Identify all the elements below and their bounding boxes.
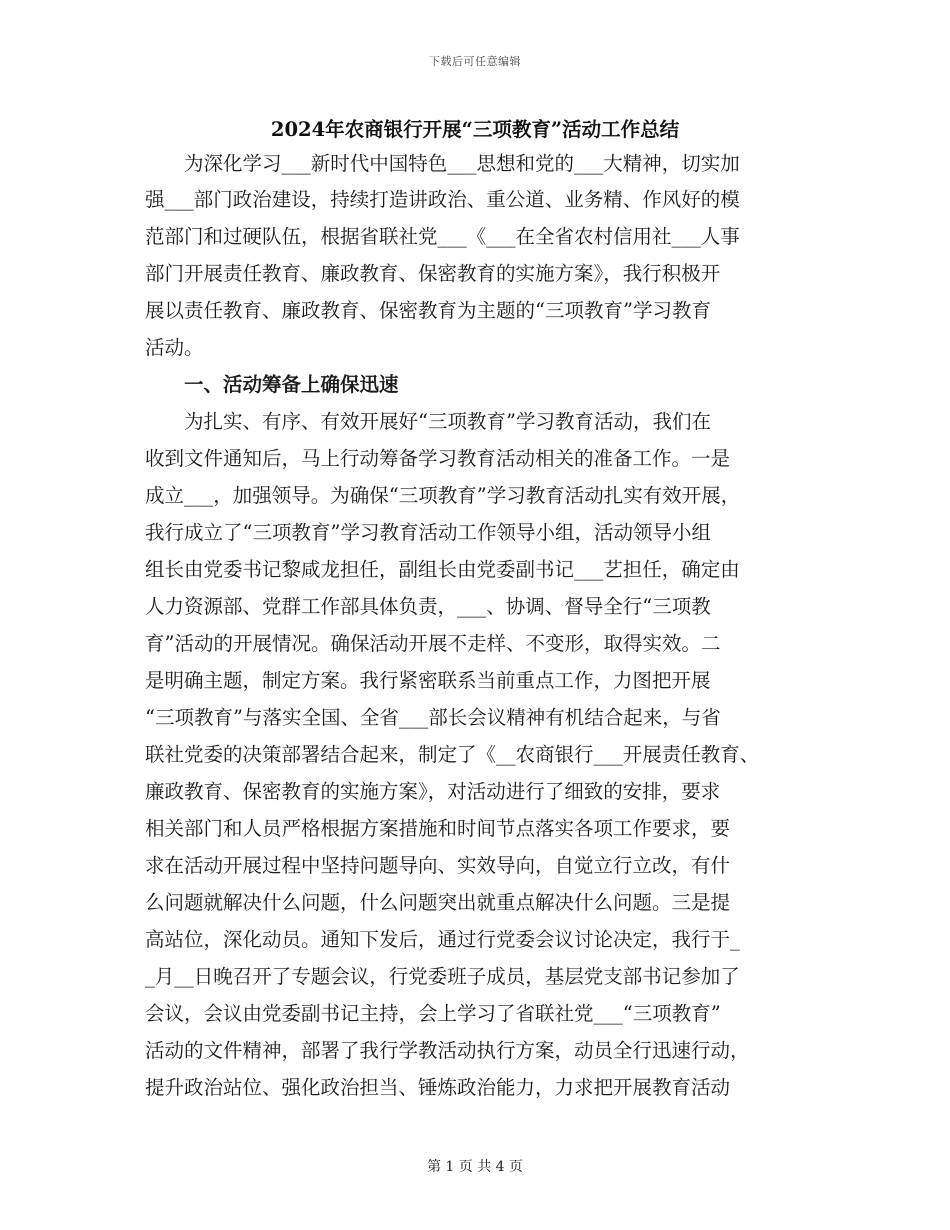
body-line: 联社党委的决策部署结合起来，制定了《__农商银行___开展责任教育、	[145, 743, 760, 766]
body-line: 组长由党委书记黎咸龙担任，副组长由党委副书记___艺担任，确定由	[145, 558, 740, 581]
body-line: 相关部门和人员严格根据方案措施和时间节点落实各项工作要求，要	[145, 817, 731, 840]
body-line: 是明确主题，制定方案。我行紧密联系当前重点工作，力图把开展	[145, 669, 711, 692]
document-title: 2024年农商银行开展“三项教育”活动工作总结	[270, 118, 680, 141]
body-line: “三项教育”与落实全国、全省___部长会议精神有机结合起来，与省	[145, 706, 721, 729]
body-line: 廉政教育、保密教育的实施方案》，对活动进行了细致的安排，要求	[145, 780, 721, 803]
body-line: 求在活动开展过程中坚持问题导向、实效导向，自觉立行立改，有什	[145, 854, 731, 877]
body-line: 育”活动的开展情况。确保活动开展不走样、不变形，取得实效。二	[145, 632, 721, 655]
body-line: 收到文件通知后，马上行动筹备学习教育活动相关的准备工作。一是	[145, 447, 731, 470]
body-line: 会议，会议由党委副书记主持，会上学习了省联社党___“三项教育”	[145, 1002, 721, 1025]
page-number-footer: 第 1 页 共 4 页	[426, 1159, 524, 1175]
body-line: 为深化学习___新时代中国特色___思想和党的___大精神，切实加	[184, 152, 740, 175]
body-line: 提升政治站位、强化政治担当、锤炼政治能力，力求把开展教育活动	[145, 1076, 731, 1099]
body-line: 高站位，深化动员。通知下发后，通过行党委会议讨论决定，我行于_	[145, 928, 740, 951]
body-line: 活动的文件精神，部署了我行学教活动执行方案，动员全行迅速行动，	[145, 1039, 750, 1062]
body-line: 成立___，加强领导。为确保“三项教育”学习教育活动扎实有效开展，	[145, 484, 741, 507]
body-line: 么问题就解决什么问题，什么问题突出就重点解决什么问题。三是提	[145, 891, 731, 914]
body-line: _月__日晚召开了专题会议，行党委班子成员，基层党支部书记参加了	[145, 965, 740, 988]
body-line: 强___部门政治建设，持续打造讲政治、重公道、业务精、作风好的模	[145, 188, 740, 211]
body-line: 展以责任教育、廉政教育、保密教育为主题的“三项教育”学习教育	[145, 299, 711, 322]
body-line: 活动。	[145, 336, 204, 359]
body-line: 人力资源部、党群工作部具体负责，___、协调、督导全行“三项教	[145, 595, 711, 618]
body-line: 范部门和过硬队伍，根据省联社党___《___在全省农村信用社___人事	[145, 225, 740, 248]
page-header-note: 下载后可任意编辑	[429, 55, 521, 68]
section-heading: 一、活动筹备上确保迅速	[184, 373, 399, 396]
body-line: 我行成立了“三项教育”学习教育活动工作领导小组，活动领导小组	[145, 521, 711, 544]
body-line: 为扎实、有序、有效开展好“三项教育”学习教育活动，我们在	[184, 410, 711, 433]
body-line: 部门开展责任教育、廉政教育、保密教育的实施方案》，我行积极开	[145, 262, 721, 285]
